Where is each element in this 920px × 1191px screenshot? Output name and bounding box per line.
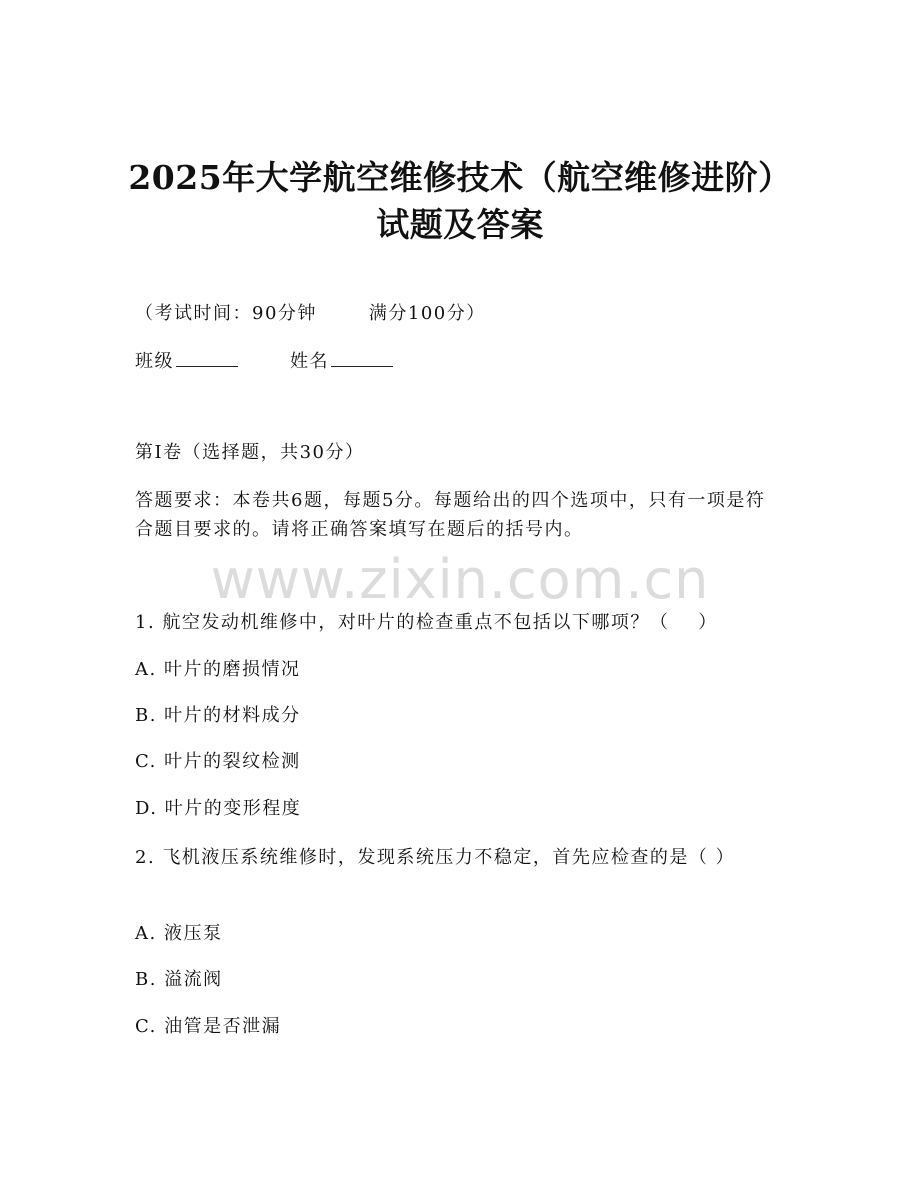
question-2-option-a: A. 液压泵 bbox=[135, 923, 223, 944]
question-1-stem: 1. 航空发动机维修中，对叶片的检查重点不包括以下哪项？（ ） bbox=[135, 612, 718, 633]
exam-info bbox=[135, 302, 486, 326]
document-title-line-2: 试题及答案 bbox=[376, 205, 544, 244]
section-heading: 第I卷（选择题，共30分） bbox=[135, 442, 365, 463]
watermark: www.zixin.com.cn bbox=[210, 548, 710, 611]
question-1-option-a: A. 叶片的磨损情况 bbox=[135, 659, 301, 680]
question-2-option-c: C. 油管是否泄漏 bbox=[135, 1016, 282, 1037]
answer-instructions: 答题要求：本卷共6题，每题5分。每题给出的四个选项中，只有一项是符合题目要求的。请将正确答案填写在题后的括号内。 bbox=[135, 490, 766, 540]
question-1-option-c: C. 叶片的裂纹检测 bbox=[135, 751, 301, 772]
class-label: 班级 bbox=[135, 351, 174, 372]
name-blank[interactable] bbox=[331, 352, 393, 367]
exam-full-score: 满分100分） bbox=[368, 303, 486, 324]
name-label: 姓名 bbox=[290, 351, 329, 372]
question-2-option-b: B. 溢流阀 bbox=[135, 969, 223, 990]
question-2-stem: 2. 飞机液压系统维修时，发现系统压力不稳定，首先应检查的是（ ） bbox=[135, 847, 736, 868]
question-1-option-d: D. 叶片的变形程度 bbox=[135, 798, 302, 819]
exam-time: （考试时间：90分钟 bbox=[135, 303, 317, 324]
student-info bbox=[135, 350, 393, 374]
document-title-line-1: 2025年大学航空维修技术（航空维修进阶） bbox=[128, 158, 792, 197]
question-1-option-b: B. 叶片的材料成分 bbox=[135, 705, 301, 726]
class-blank[interactable] bbox=[176, 352, 238, 367]
